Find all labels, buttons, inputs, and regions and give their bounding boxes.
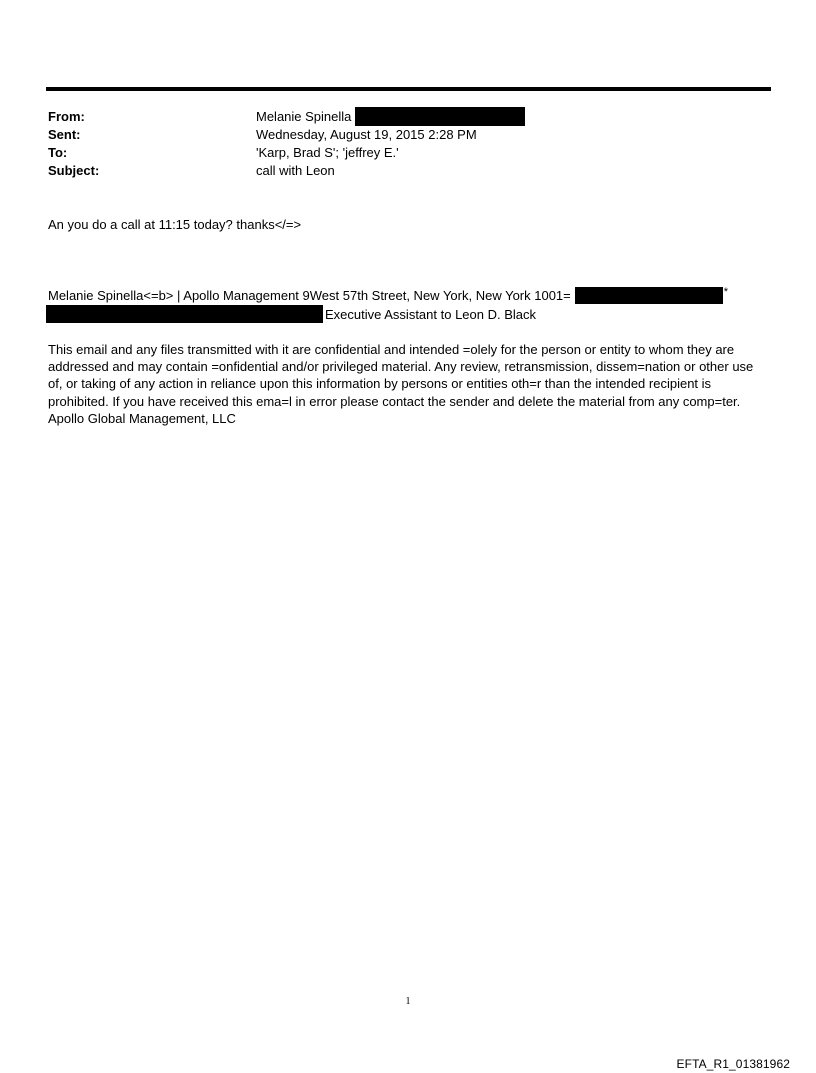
- from-label: From:: [48, 108, 85, 124]
- subject-value: call with Leon: [256, 162, 335, 178]
- signature-tail: *: [723, 285, 729, 298]
- confidentiality-disclaimer: This email and any files transmitted with it are confidential and intended =olely for the person or entity to whom they are addressed and may contain =onfidential and/or privileged material. Any review, retransmission, dissem=nation or other use of, or taking of any action in reliance upon this information by persons or entities oth=r than the intended recipient is prohibited. If you have received this ema=l in error please contact the sender and delete the material from any comp=ter. Apollo Global Management, LLC: [48, 342, 754, 426]
- page-number: 1: [405, 996, 411, 1007]
- subject-label: Subject:: [48, 162, 100, 178]
- email-header: [48, 107, 748, 179]
- to-label: To:: [48, 144, 68, 160]
- sent-value: Wednesday, August 19, 2015 2:28 PM: [256, 126, 477, 142]
- redaction-bar: [355, 107, 525, 126]
- signature-title: Executive Assistant to Leon D. Black: [325, 306, 536, 322]
- bates-number: EFTA_R1_01381962: [676, 1057, 790, 1071]
- to-value: 'Karp, Brad S'; 'jeffrey E.': [256, 144, 399, 160]
- signature-line-1: [48, 287, 768, 304]
- from-row: [48, 107, 748, 125]
- from-value: [256, 107, 525, 126]
- redaction-bar: [46, 305, 323, 323]
- to-row: [48, 143, 748, 161]
- sent-row: [48, 125, 748, 143]
- redaction-bar: [575, 287, 723, 304]
- subject-row: [48, 161, 748, 179]
- header-divider: [46, 87, 771, 91]
- signature-text: Melanie Spinella<=b> | Apollo Management 9West 57th Street, New York, New York 1001=: [48, 288, 571, 303]
- email-body: An you do a call at 11:15 today? thanks</=>: [48, 217, 302, 232]
- sent-label: Sent:: [48, 126, 81, 142]
- signature-line-2: [46, 305, 536, 323]
- sender-name: Melanie Spinella: [256, 108, 352, 124]
